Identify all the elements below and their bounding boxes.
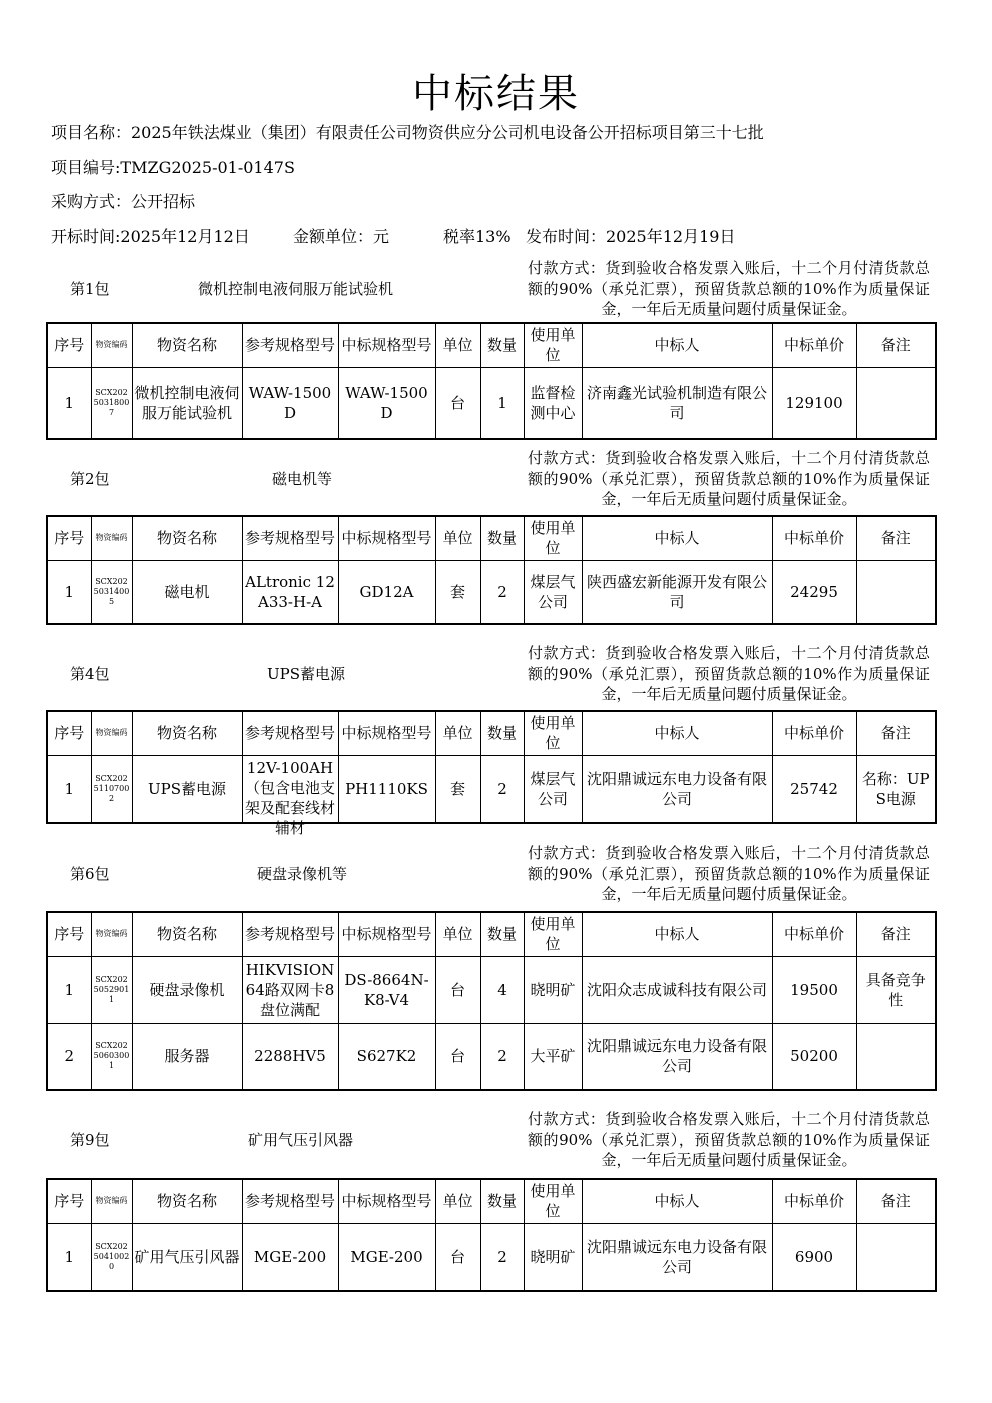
cell-bid-spec [338, 956, 435, 1023]
bid-result-table [46, 322, 937, 440]
cell-text: SCX20251107002 [93, 773, 130, 803]
open-time: 开标时间:2025年12月12日 [51, 227, 250, 246]
table-row [47, 1023, 936, 1090]
cell-text: SCX20250603001 [93, 1041, 130, 1071]
cell-text: 1 [64, 1247, 75, 1266]
column-header-winner: 中标人 [582, 323, 772, 367]
cell-text: 微机控制电液伺服万能试验机 [134, 383, 240, 422]
cell-ref-spec [242, 956, 338, 1023]
cell-note [856, 956, 936, 1023]
column-header-winner: 中标人 [582, 912, 772, 956]
cell-note [856, 1223, 936, 1291]
cell-text: 50200 [790, 1047, 838, 1066]
column-header-qty: 数量 [480, 1179, 524, 1223]
cell-seq [47, 755, 91, 823]
cell-user [524, 755, 582, 823]
cell-bid-spec [338, 1023, 435, 1090]
column-header-user: 使用单位 [524, 711, 582, 755]
bid-result-table [46, 911, 937, 1091]
cell-text: GD12A [359, 582, 414, 601]
column-header-ref-spec: 参考规格型号 [242, 323, 338, 367]
cell-text: 台 [449, 980, 465, 999]
cell-text: 济南鑫光试验机制造有限公司 [586, 383, 767, 422]
column-header-price: 中标单价 [772, 711, 856, 755]
cell-text: 套 [449, 779, 465, 798]
cell-text: 2288HV5 [254, 1047, 326, 1066]
cell-text: 沈阳鼎诚远东电力设备有限公司 [586, 1037, 767, 1076]
cell-user [524, 560, 582, 624]
cell-winner [582, 560, 772, 624]
cell-material [132, 1223, 242, 1291]
cell-note [856, 755, 936, 823]
cell-note [856, 367, 936, 439]
cell-text: 监督检测中心 [530, 383, 576, 422]
cell-text: 1 [64, 980, 75, 999]
cell-text: WAW-1500D [248, 383, 332, 422]
project-number: 项目编号:TMZG2025-01-0147S [51, 158, 295, 177]
cell-text: 具备竞争性 [865, 970, 926, 1009]
column-header-seq: 序号 [47, 516, 91, 560]
column-header-seq: 序号 [47, 912, 91, 956]
cell-text: 4 [497, 980, 507, 999]
column-header-user: 使用单位 [524, 912, 582, 956]
cell-user [524, 367, 582, 439]
cell-text: 矿用气压引风器 [134, 1247, 240, 1266]
cell-text: 晓明矿 [530, 980, 576, 999]
cell-text: 1 [64, 582, 75, 601]
package-name: 硬盘录像机等 [257, 865, 348, 883]
cell-text: 台 [449, 1047, 465, 1066]
column-header-qty: 数量 [480, 912, 524, 956]
column-header-user: 使用单位 [524, 1179, 582, 1223]
cell-user [524, 1023, 582, 1090]
column-header-code: 物资编码 [91, 516, 132, 560]
column-header-unit: 单位 [435, 1179, 480, 1223]
bid-result-table [46, 710, 937, 837]
table-header-row [47, 912, 936, 956]
cell-bid-spec [338, 755, 435, 823]
cell-unit [435, 956, 480, 1023]
cell-text: 硬盘录像机 [149, 980, 225, 999]
cell-price [772, 1223, 856, 1291]
cell-text: 大平矿 [530, 1047, 576, 1066]
cell-price [772, 1023, 856, 1090]
column-header-unit: 单位 [435, 912, 480, 956]
cell-note [856, 560, 936, 624]
cell-text: SCX20250318007 [93, 387, 130, 417]
cell-text: MGE-200 [350, 1247, 423, 1266]
cell-text: 磁电机 [164, 582, 210, 601]
bid-result-table [46, 515, 937, 625]
column-header-price: 中标单价 [772, 912, 856, 956]
column-header-winner: 中标人 [582, 516, 772, 560]
column-header-user: 使用单位 [524, 323, 582, 367]
cell-qty [480, 367, 524, 439]
cell-text: UPS蓄电源 [147, 779, 226, 798]
payment-terms: 付款方式：货到验收合格发票入账后，十二个月付清货款总额的90%（承兑汇票），预留货款总额的10%作为质量保证金，一年后无质量问题付质量保证金。 [528, 449, 930, 508]
cell-text: WAW-1500D [345, 383, 428, 422]
cell-text: 套 [449, 582, 465, 601]
column-header-code: 物资编码 [91, 323, 132, 367]
cell-text: PH1110KS [345, 779, 428, 798]
cell-unit [435, 560, 480, 624]
cell-text: 1 [64, 779, 75, 798]
publish-time: 发布时间：2025年12月19日 [526, 227, 736, 246]
column-header-note: 备注 [856, 516, 936, 560]
cell-code [91, 755, 132, 823]
package-name: UPS蓄电源 [267, 665, 346, 683]
info-line [51, 224, 735, 247]
cell-bid-spec [338, 1223, 435, 1291]
cell-unit [435, 367, 480, 439]
cell-text: ALtronic 12A33-H-A [245, 572, 335, 611]
procurement-method: 采购方式：公开招标 [51, 192, 196, 211]
column-header-bid-spec: 中标规格型号 [338, 912, 435, 956]
cell-bid-spec [338, 367, 435, 439]
cell-text: 台 [449, 393, 465, 412]
column-header-seq: 序号 [47, 711, 91, 755]
column-header-price: 中标单价 [772, 1179, 856, 1223]
column-header-material: 物资名称 [132, 323, 242, 367]
column-header-code: 物资编码 [91, 912, 132, 956]
column-header-unit: 单位 [435, 711, 480, 755]
column-header-note: 备注 [856, 912, 936, 956]
cell-text: 陕西盛宏新能源开发有限公司 [586, 572, 767, 611]
cell-text: 名称：UPS电源 [861, 769, 930, 808]
cell-code [91, 956, 132, 1023]
cell-text: DS-8664N-K8-V4 [344, 970, 429, 1009]
package-name: 微机控制电液伺服万能试验机 [198, 280, 394, 298]
cell-winner [582, 956, 772, 1023]
cell-text: 12V-100AH（包含电池支架及配套线材辅材 [244, 758, 335, 837]
cell-text: 晓明矿 [530, 1247, 576, 1266]
cell-code [91, 1223, 132, 1291]
column-header-bid-spec: 中标规格型号 [338, 323, 435, 367]
cell-bid-spec [338, 560, 435, 624]
cell-user [524, 1223, 582, 1291]
cell-text: S627K2 [356, 1047, 417, 1066]
cell-text: 25742 [790, 779, 838, 798]
table-row [47, 956, 936, 1023]
cell-material [132, 956, 242, 1023]
table-header-row [47, 711, 936, 755]
table-row [47, 755, 936, 823]
cell-text: 19500 [790, 980, 838, 999]
column-header-bid-spec: 中标规格型号 [338, 711, 435, 755]
cell-qty [480, 755, 524, 823]
cell-unit [435, 1023, 480, 1090]
column-header-bid-spec: 中标规格型号 [338, 1179, 435, 1223]
cell-text: 沈阳鼎诚远东电力设备有限公司 [586, 1237, 767, 1276]
column-header-material: 物资名称 [132, 1179, 242, 1223]
cell-winner [582, 755, 772, 823]
table-row [47, 560, 936, 624]
payment-terms: 付款方式：货到验收合格发票入账后，十二个月付清货款总额的90%（承兑汇票），预留货款总额的10%作为质量保证金，一年后无质量问题付质量保证金。 [528, 1110, 930, 1169]
cell-text: 沈阳众志成诚科技有限公司 [586, 980, 767, 999]
cell-material [132, 755, 242, 823]
cell-text: SCX20250314005 [93, 576, 130, 606]
column-header-unit: 单位 [435, 323, 480, 367]
cell-text: 2 [497, 1247, 507, 1266]
cell-ref-spec [242, 1023, 338, 1090]
payment-terms: 付款方式：货到验收合格发票入账后，十二个月付清货款总额的90%（承兑汇票），预留货款总额的10%作为质量保证金，一年后无质量问题付质量保证金。 [528, 259, 930, 318]
column-header-code: 物资编码 [91, 711, 132, 755]
table-row [47, 367, 936, 439]
package-number: 第9包 [70, 1131, 110, 1149]
amount-unit: 金额单位：元 [293, 227, 390, 246]
cell-text: SCX20250410020 [93, 1241, 130, 1271]
cell-price [772, 956, 856, 1023]
column-header-price: 中标单价 [772, 516, 856, 560]
package-number: 第2包 [70, 470, 110, 488]
package-number: 第4包 [70, 665, 110, 683]
column-header-qty: 数量 [480, 516, 524, 560]
table-row [47, 1223, 936, 1291]
cell-ref-spec [242, 1223, 338, 1291]
cell-text: 2 [497, 1047, 507, 1066]
column-header-code: 物资编码 [91, 1179, 132, 1223]
cell-user [524, 956, 582, 1023]
column-header-seq: 序号 [47, 323, 91, 367]
cell-winner [582, 1223, 772, 1291]
cell-text: 台 [449, 1247, 465, 1266]
cell-text: 2 [497, 779, 507, 798]
cell-text: 2 [64, 1047, 75, 1066]
cell-price [772, 367, 856, 439]
column-header-ref-spec: 参考规格型号 [242, 1179, 338, 1223]
cell-winner [582, 367, 772, 439]
cell-price [772, 755, 856, 823]
cell-text: MGE-200 [253, 1247, 327, 1266]
bid-result-table [46, 1178, 937, 1292]
cell-text: 129100 [785, 393, 843, 412]
page-title: 中标结果 [412, 71, 580, 117]
package-name: 矿用气压引风器 [248, 1131, 354, 1149]
column-header-ref-spec: 参考规格型号 [242, 516, 338, 560]
cell-seq [47, 560, 91, 624]
cell-text: 6900 [794, 1247, 834, 1266]
table-header-row [47, 1179, 936, 1223]
cell-unit [435, 755, 480, 823]
project-name: 项目名称：2025年铁法煤业（集团）有限责任公司物资供应分公司机电设备公开招标项目第三十七批 [51, 123, 764, 142]
column-header-material: 物资名称 [132, 912, 242, 956]
cell-code [91, 367, 132, 439]
cell-code [91, 560, 132, 624]
column-header-ref-spec: 参考规格型号 [242, 912, 338, 956]
table-header-row [47, 323, 936, 367]
column-header-note: 备注 [856, 1179, 936, 1223]
cell-material [132, 1023, 242, 1090]
cell-seq [47, 1023, 91, 1090]
column-header-qty: 数量 [480, 711, 524, 755]
cell-unit [435, 1223, 480, 1291]
cell-text: 1 [497, 393, 507, 412]
column-header-note: 备注 [856, 323, 936, 367]
column-header-note: 备注 [856, 711, 936, 755]
table-header-row [47, 516, 936, 560]
cell-winner [582, 1023, 772, 1090]
cell-ref-spec [242, 560, 338, 624]
cell-note [856, 1023, 936, 1090]
cell-text: 服务器 [164, 1047, 210, 1066]
column-header-qty: 数量 [480, 323, 524, 367]
cell-material [132, 560, 242, 624]
cell-text: 24295 [790, 582, 838, 601]
payment-terms: 付款方式：货到验收合格发票入账后，十二个月付清货款总额的90%（承兑汇票），预留货款总额的10%作为质量保证金，一年后无质量问题付质量保证金。 [528, 844, 930, 903]
column-header-price: 中标单价 [772, 323, 856, 367]
payment-terms: 付款方式：货到验收合格发票入账后，十二个月付清货款总额的90%（承兑汇票），预留货款总额的10%作为质量保证金，一年后无质量问题付质量保证金。 [528, 644, 930, 703]
cell-text: 1 [64, 393, 75, 412]
cell-text: 2 [497, 582, 507, 601]
column-header-unit: 单位 [435, 516, 480, 560]
column-header-seq: 序号 [47, 1179, 91, 1223]
cell-text: SCX20250529011 [93, 974, 130, 1004]
cell-code [91, 1023, 132, 1090]
column-header-material: 物资名称 [132, 516, 242, 560]
cell-seq [47, 956, 91, 1023]
tax-rate: 税率13% [443, 227, 511, 246]
cell-text: HIKVISION64路双网卡8盘位满配 [245, 960, 335, 1019]
cell-ref-spec [242, 367, 338, 439]
column-header-user: 使用单位 [524, 516, 582, 560]
cell-qty [480, 560, 524, 624]
cell-text: 煤层气公司 [530, 572, 576, 611]
package-number: 第6包 [70, 865, 110, 883]
cell-seq [47, 1223, 91, 1291]
column-header-winner: 中标人 [582, 1179, 772, 1223]
package-name: 磁电机等 [272, 470, 333, 488]
cell-text: 沈阳鼎诚远东电力设备有限公司 [586, 769, 767, 808]
cell-price [772, 560, 856, 624]
cell-qty [480, 956, 524, 1023]
cell-material [132, 367, 242, 439]
column-header-bid-spec: 中标规格型号 [338, 516, 435, 560]
cell-seq [47, 367, 91, 439]
column-header-ref-spec: 参考规格型号 [242, 711, 338, 755]
cell-qty [480, 1023, 524, 1090]
column-header-material: 物资名称 [132, 711, 242, 755]
package-number: 第1包 [70, 280, 110, 298]
cell-text: 煤层气公司 [530, 769, 576, 808]
column-header-winner: 中标人 [582, 711, 772, 755]
cell-qty [480, 1223, 524, 1291]
cell-ref-spec [242, 755, 338, 837]
